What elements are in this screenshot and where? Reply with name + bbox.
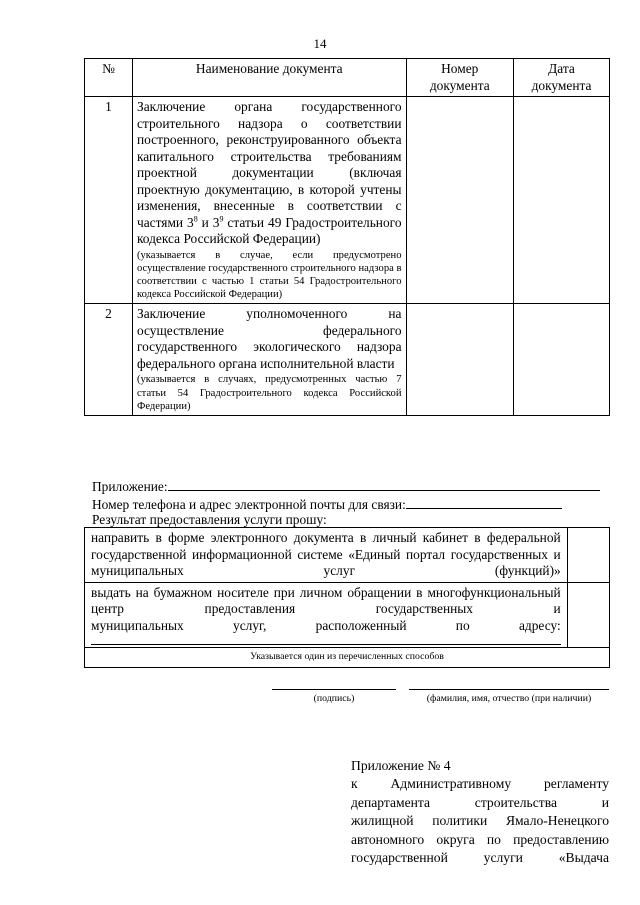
table-row xyxy=(85,304,610,416)
row-2-note: (указывается в случаях, предусмотренных частью 7 статьи 54 Градостроительного кодекса Российской Федерации) xyxy=(136,374,402,412)
table-header-row xyxy=(85,59,610,97)
row-1-doc-number-cell[interactable] xyxy=(406,97,514,304)
appendix-line xyxy=(92,477,600,495)
appendix-4-line: государственной услуги «Выдача xyxy=(351,850,609,866)
result-options-table xyxy=(84,527,610,668)
row-1-sup1: 8 xyxy=(193,214,198,224)
row-1-title-part1: Заключение органа государственного строительного надзора о соответствии построенного, реконструированного объекта капитального строительства требованиям проектной документации (включая проектную документацию, в которой учтены изменения, внесенные в соответствии с частями 3 xyxy=(136,99,402,230)
row-1-sup2: 9 xyxy=(219,214,224,224)
row-1-doc-date-cell[interactable] xyxy=(514,97,610,304)
option-paper-line2: муниципальных услуг, расположенный по адресу: xyxy=(91,617,561,633)
row-2-doc-number-cell[interactable] xyxy=(406,304,514,416)
option-hint: Указывается один из перечисленных способов xyxy=(85,648,610,668)
appendix-input[interactable] xyxy=(168,477,600,491)
appendix-4-line: жилищной политики Ямало-Ненецкого xyxy=(351,813,609,829)
row-1-title-part3: статьи 49 Градостроительного кодекса Российской Федерации) xyxy=(136,214,402,246)
option-row-electronic xyxy=(85,528,610,583)
appendix-label: Приложение: xyxy=(92,479,168,494)
appendix-4-line: автономного округа по предоставлению xyxy=(351,831,609,847)
table-row xyxy=(85,97,610,304)
appendix-4-line: департамента строительства и xyxy=(351,794,609,810)
row-1-num: 1 xyxy=(85,97,133,304)
header-doc-date: Дата документа xyxy=(514,59,610,97)
page-number: 14 xyxy=(313,36,327,51)
header-name: Наименование документа xyxy=(132,59,406,97)
header-num: № xyxy=(85,59,133,97)
row-2-doc-date-cell[interactable] xyxy=(514,304,610,416)
option-paper-text xyxy=(85,582,568,648)
option-paper-checkbox[interactable] xyxy=(567,582,609,648)
row-2-title: Заключение уполномоченного на осуществление федерального государственного экологического надзора федерального органа исполнительной власти xyxy=(136,306,402,371)
appendix-4-title: Приложение № 4 xyxy=(351,758,451,773)
result-label: Результат предоставления услуги прошу: xyxy=(92,512,327,527)
contact-line xyxy=(92,495,562,513)
contact-label: Номер телефона и адрес электронной почты для связи: xyxy=(92,497,406,512)
signature-field[interactable]: (подпись) xyxy=(272,689,396,704)
header-doc-number: Номер документа xyxy=(406,59,514,97)
documents-table xyxy=(84,58,610,416)
option-hint-row xyxy=(85,648,610,668)
appendix-4-block xyxy=(351,757,609,867)
appendix-4-line: к Административному регламенту xyxy=(351,776,609,792)
row-2-name xyxy=(132,304,406,416)
option-paper-line1: выдать на бумажном носителе при личном обращении в многофункциональный центр предоставления государственных и xyxy=(91,584,561,616)
row-1-name xyxy=(132,97,406,304)
contact-input[interactable] xyxy=(406,495,562,509)
row-2-num: 2 xyxy=(85,304,133,416)
option-row-paper xyxy=(85,582,610,648)
option-electronic-text: направить в форме электронного документа в личный кабинет в федеральной государственной информационной системе «Единый портал государственных и муниципальных услуг (функций)» xyxy=(85,528,568,583)
row-1-title-part2: и 3 xyxy=(197,214,220,230)
full-name-field[interactable]: (фамилия, имя, отчество (при наличии) xyxy=(409,689,609,704)
row-1-note: (указывается в случае, если предусмотрено осуществление государственного строительного надзора в соответствии с частью 1 статьи 54 Градостроительного кодекса Российской Федерации) xyxy=(136,249,402,301)
option-paper-address-input[interactable] xyxy=(91,636,561,645)
row-1-title xyxy=(137,99,402,248)
option-electronic-checkbox[interactable] xyxy=(567,528,609,583)
